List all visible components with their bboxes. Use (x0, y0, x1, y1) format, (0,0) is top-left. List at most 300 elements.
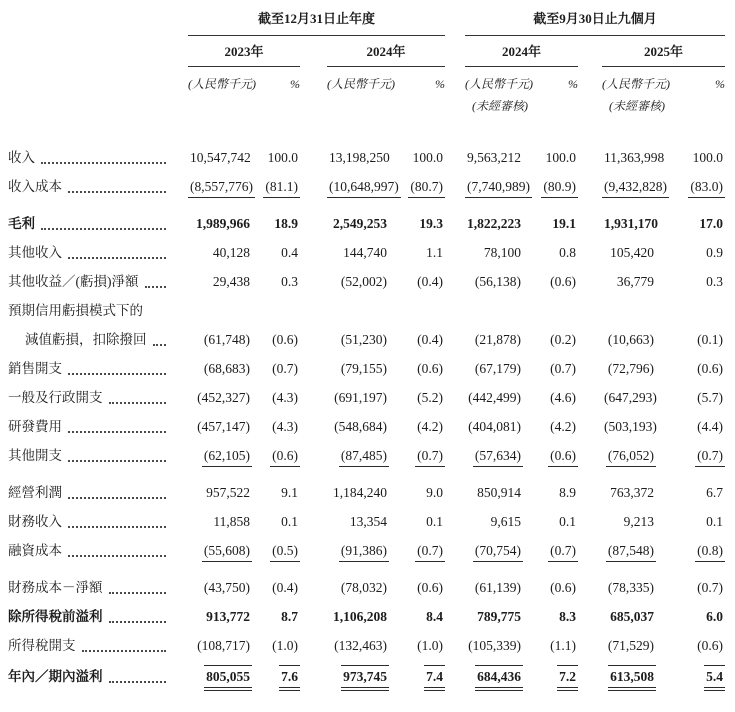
cell-value: (5.2) (417, 390, 443, 405)
row-label-cell (0, 578, 170, 598)
amount-cell-2024-9m (465, 177, 530, 198)
percent-cell-2024-9m (523, 330, 578, 350)
cell-value: (0.7) (697, 580, 723, 595)
percent-cell-2025-9m (656, 665, 725, 688)
cell-value: (72,796) (607, 361, 654, 376)
cell-value: (5.7) (697, 390, 723, 405)
currency-unit-label: (人民幣千元) (465, 77, 533, 91)
cell-value: (4.4) (697, 419, 723, 434)
cell-value: (4.2) (417, 419, 443, 434)
amount-cell-2025-9m (602, 417, 656, 437)
table-row (0, 665, 725, 688)
amount-cell-2024fy (327, 512, 389, 532)
currency-unit-label: (人民幣千元) (327, 77, 395, 91)
cell-value: 10,547,742 (190, 150, 251, 165)
percent-label: % (568, 77, 578, 91)
cell-value: 0.1 (559, 514, 576, 529)
percent-cell-2024fy (389, 578, 445, 598)
cell-value: (0.6) (417, 361, 443, 376)
percent-cell-2024fy (389, 272, 445, 292)
cell-value: 6.7 (706, 485, 723, 500)
dot-leader (41, 162, 166, 164)
row-label-cell (0, 359, 170, 379)
cell-value: (0.7) (548, 541, 578, 562)
dot-leader (109, 592, 167, 594)
cell-value: (10,648,997) (327, 177, 401, 198)
percent-cell-2023 (252, 636, 300, 656)
dot-leader (109, 681, 167, 683)
dot-leader (68, 497, 166, 499)
cell-value: 5.4 (704, 665, 725, 688)
dot-leader (109, 402, 167, 404)
cell-value: 78,100 (483, 245, 521, 260)
cell-value: 7.2 (557, 665, 578, 688)
amount-cell-2023 (188, 330, 252, 350)
table-row (0, 272, 725, 292)
cell-value: (91,386) (339, 541, 389, 562)
amount-cell-2025-9m (602, 301, 656, 321)
table-row (0, 177, 725, 198)
percent-cell-2025-9m (656, 148, 725, 168)
cell-value: (0.8) (695, 541, 725, 562)
cell-value: 9,615 (490, 514, 521, 529)
cell-value: 100.0 (692, 150, 723, 165)
row-label-cell (0, 607, 170, 627)
amount-cell-2023 (188, 483, 252, 503)
cell-value: (78,335) (607, 580, 654, 595)
amount-cell-2025-9m (602, 243, 656, 263)
percent-cell-2024fy (389, 446, 445, 467)
cell-value: 805,055 (204, 665, 252, 688)
percent-cell-2023 (252, 541, 300, 562)
percent-cell-2025-9m (656, 272, 725, 292)
percent-label: % (715, 77, 725, 91)
percent-cell-2023 (252, 512, 300, 532)
table-row (0, 148, 725, 168)
amount-cell-2023 (188, 541, 252, 562)
row-label-cell (0, 636, 170, 656)
table-row (0, 636, 725, 656)
cell-value (441, 314, 445, 315)
amount-cell-2023 (188, 388, 252, 408)
percent-cell-2024-9m (523, 446, 578, 467)
amount-cell-2025-9m (602, 446, 656, 467)
amount-cell-2024fy (327, 243, 389, 263)
cell-value: (0.6) (550, 274, 576, 289)
amount-cell-2024fy (327, 607, 389, 627)
cell-value: (0.7) (415, 541, 445, 562)
row-label: 融資成本 (8, 543, 62, 558)
cell-value: 789,775 (477, 609, 521, 624)
percent-cell-2024fy (389, 417, 445, 437)
percent-cell-2024-9m (523, 607, 578, 627)
percent-cell-2024fy (389, 148, 445, 168)
unit-cell-3 (465, 77, 578, 92)
percent-cell-2023 (252, 330, 300, 350)
cell-value: 973,745 (341, 665, 389, 688)
row-label: 其他收入 (8, 245, 62, 260)
dot-leader (68, 460, 166, 462)
amount-cell-2024-9m (465, 148, 523, 168)
percent-cell-2024fy (389, 541, 445, 562)
row-label-cell (0, 330, 170, 350)
table-row (0, 541, 725, 562)
period-group-year-ended: 截至12月31日止年度 (188, 10, 445, 36)
percent-cell-2024fy (389, 665, 445, 688)
percent-cell-2025-9m (656, 388, 725, 408)
row-label: 研發費用 (8, 419, 62, 434)
percent-cell-2024-9m (523, 214, 578, 234)
percent-cell-2023 (252, 359, 300, 379)
cell-value: (691,197) (334, 390, 387, 405)
cell-value: 17.0 (699, 216, 723, 231)
amount-cell-2023 (188, 272, 252, 292)
amount-cell-2023 (188, 665, 252, 688)
percent-cell-2024fy (389, 359, 445, 379)
percent-cell-2024-9m (523, 148, 578, 168)
amount-cell-2023 (188, 243, 252, 263)
unaudited-label-2025: (未經審核) (609, 99, 665, 113)
row-label: 毛利 (8, 216, 35, 231)
percent-cell-2024fy (389, 636, 445, 656)
amount-cell-2025-9m (602, 359, 656, 379)
cell-value: 105,420 (610, 245, 654, 260)
percent-cell-2023 (252, 417, 300, 437)
cell-value: (404,081) (468, 419, 521, 434)
cell-value: 913,772 (206, 609, 250, 624)
dot-leader (68, 526, 166, 528)
cell-value: 9,213 (623, 514, 654, 529)
amount-cell-2024-9m (465, 446, 523, 467)
row-label-cell (0, 541, 170, 561)
year-column-2023: 2023年 (188, 44, 300, 67)
cell-value: (9,432,828) (602, 177, 669, 198)
cell-value: 0.3 (281, 274, 298, 289)
cell-value: (452,327) (197, 390, 250, 405)
cell-value: 0.1 (426, 514, 443, 529)
row-label-cell (0, 243, 170, 263)
cell-value: (0.7) (550, 361, 576, 376)
cell-value: (61,748) (203, 332, 250, 347)
cell-value: (52,002) (340, 274, 387, 289)
cell-value: (548,684) (334, 419, 387, 434)
amount-cell-2025-9m (602, 177, 667, 198)
row-label-cell (0, 667, 170, 687)
dot-leader (41, 228, 166, 230)
row-label-cell (0, 177, 170, 197)
row-label-cell (0, 301, 170, 321)
percent-cell-2025-9m (656, 512, 725, 532)
amount-cell-2025-9m (602, 512, 656, 532)
cell-value: (51,230) (340, 332, 387, 347)
currency-unit-label: (人民幣千元) (188, 77, 256, 91)
table-row (0, 301, 725, 321)
percent-cell-2024-9m (523, 636, 578, 656)
amount-cell-2023 (188, 417, 252, 437)
percent-cell-2024-9m (523, 665, 578, 688)
cell-value: 19.1 (552, 216, 576, 231)
cell-value: 144,740 (343, 245, 387, 260)
percent-cell-2024-9m (523, 177, 578, 198)
row-label: 其他開支 (8, 448, 62, 463)
percent-cell-2025-9m (656, 541, 725, 562)
cell-value: (87,485) (339, 446, 389, 467)
percent-cell-2025-9m (656, 243, 725, 263)
cell-value: 685,037 (610, 609, 654, 624)
cell-value: 13,198,250 (329, 150, 390, 165)
cell-value: (71,529) (607, 638, 654, 653)
cell-value: (0.7) (272, 361, 298, 376)
percent-cell-2025-9m (656, 578, 725, 598)
cell-value: (78,032) (340, 580, 387, 595)
cell-value: 0.1 (706, 514, 723, 529)
cell-value: (61,139) (474, 580, 521, 595)
amount-cell-2025-9m (602, 483, 656, 503)
cell-value: (62,105) (202, 446, 252, 467)
row-label-cell (0, 388, 170, 408)
cell-value: (0.7) (415, 446, 445, 467)
table-row (0, 243, 725, 263)
row-label: 銷售開支 (8, 361, 62, 376)
dot-leader (82, 650, 167, 652)
cell-value: (68,683) (203, 361, 250, 376)
amount-cell-2024-9m (465, 607, 523, 627)
cell-value: 957,522 (206, 485, 250, 500)
percent-cell-2023 (252, 607, 300, 627)
cell-value: 2,549,253 (333, 216, 387, 231)
cell-value: (0.5) (270, 541, 300, 562)
amount-cell-2023 (188, 607, 252, 627)
table-row (0, 388, 725, 408)
cell-value: 100.0 (545, 150, 576, 165)
table-body (0, 148, 725, 688)
cell-value: (57,634) (473, 446, 523, 467)
cell-value: (7,740,989) (465, 177, 532, 198)
cell-value: (0.7) (695, 446, 725, 467)
percent-cell-2024-9m (523, 272, 578, 292)
percent-cell-2023 (252, 272, 300, 292)
cell-value: 18.9 (274, 216, 298, 231)
cell-value: (55,608) (202, 541, 252, 562)
cell-value: (4.3) (272, 390, 298, 405)
table-row (0, 330, 725, 350)
amount-cell-2025-9m (602, 665, 656, 688)
percent-cell-2025-9m (656, 359, 725, 379)
cell-value: (0.2) (550, 332, 576, 347)
percent-cell-2024fy (389, 243, 445, 263)
cell-value: (8,557,776) (188, 177, 255, 198)
percent-cell-2025-9m (656, 607, 725, 627)
percent-cell-2025-9m (656, 301, 725, 321)
cell-value: 8.3 (559, 609, 576, 624)
amount-cell-2023 (188, 446, 252, 467)
percent-cell-2024fy (389, 483, 445, 503)
amount-cell-2024fy (327, 177, 399, 198)
cell-value: 613,508 (608, 665, 656, 688)
cell-value: 9,563,212 (467, 150, 521, 165)
cell-value: (43,750) (203, 580, 250, 595)
amount-cell-2025-9m (602, 214, 656, 234)
amount-cell-2025-9m (602, 578, 656, 598)
year-column-2024-fy: 2024年 (327, 44, 445, 67)
amount-cell-2024fy (327, 665, 389, 688)
amount-cell-2024-9m (465, 243, 523, 263)
cell-value: (0.6) (697, 361, 723, 376)
cell-value: 0.1 (281, 514, 298, 529)
amount-cell-2025-9m (602, 272, 656, 292)
table-row (0, 512, 725, 532)
amount-cell-2024fy (327, 483, 389, 503)
cell-value: (80.9) (541, 177, 578, 198)
cell-value: 8.7 (281, 609, 298, 624)
cell-value: (67,179) (474, 361, 521, 376)
amount-cell-2024-9m (465, 388, 523, 408)
table-row (0, 417, 725, 437)
cell-value (296, 314, 300, 315)
row-label: 除所得稅前溢利 (8, 609, 103, 624)
cell-value: (0.1) (697, 332, 723, 347)
cell-value: 8.9 (559, 485, 576, 500)
amount-cell-2024-9m (465, 272, 523, 292)
row-label: 其他收益／(虧損)淨額 (8, 274, 139, 289)
percent-cell-2025-9m (656, 446, 725, 467)
amount-cell-2025-9m (602, 541, 656, 562)
amount-cell-2024fy (327, 446, 389, 467)
percent-cell-2025-9m (656, 214, 725, 234)
cell-value: (0.6) (550, 580, 576, 595)
percent-cell-2024-9m (523, 301, 578, 321)
percent-cell-2023 (252, 148, 300, 168)
amount-cell-2025-9m (602, 148, 665, 168)
row-label-cell (0, 512, 170, 532)
cell-value: 8.4 (426, 609, 443, 624)
cell-value: 1,184,240 (333, 485, 387, 500)
cell-value: 36,779 (616, 274, 654, 289)
unit-cell-1 (188, 77, 300, 92)
amount-cell-2024fy (327, 578, 389, 598)
cell-value: (0.6) (697, 638, 723, 653)
row-label: 財務收入 (8, 514, 62, 529)
cell-value: (647,293) (604, 390, 657, 405)
percent-cell-2023 (252, 243, 300, 263)
amount-cell-2024fy (327, 148, 389, 168)
amount-cell-2024fy (327, 359, 389, 379)
cell-value: (0.6) (417, 580, 443, 595)
units-header-row (0, 77, 725, 92)
cell-value: (0.4) (417, 274, 443, 289)
cell-value: (1.0) (272, 638, 298, 653)
cell-value: (83.0) (688, 177, 725, 198)
cell-value: (0.4) (272, 580, 298, 595)
year-column-2024-9m: 2024年 (465, 44, 578, 67)
cell-value (574, 314, 578, 315)
cell-value: 0.8 (559, 245, 576, 260)
table-row (0, 359, 725, 379)
percent-cell-2023 (252, 177, 300, 198)
amount-cell-2024fy (327, 330, 389, 350)
row-label: 經營利潤 (8, 485, 62, 500)
cell-value: 19.3 (419, 216, 443, 231)
row-label: 收入成本 (8, 179, 62, 194)
cell-value: 1.1 (426, 245, 443, 260)
table-row (0, 578, 725, 598)
percent-cell-2024-9m (523, 417, 578, 437)
amount-cell-2024-9m (465, 330, 523, 350)
cell-value: 1,989,966 (196, 216, 250, 231)
row-label-cell (0, 483, 170, 503)
row-label: 減值虧損，扣除撥回 (25, 332, 147, 347)
row-label: 收入 (8, 150, 35, 165)
amount-cell-2024fy (327, 301, 389, 321)
cell-value: (70,754) (473, 541, 523, 562)
cell-value: 7.4 (424, 665, 445, 688)
unit-cell-2 (327, 77, 445, 92)
cell-value: (0.6) (548, 446, 578, 467)
percent-label: % (290, 77, 300, 91)
cell-value: 0.4 (281, 245, 298, 260)
unaudited-header-row (0, 99, 725, 114)
cell-value: (21,878) (474, 332, 521, 347)
dot-leader (145, 286, 167, 288)
cell-value: (0.6) (272, 332, 298, 347)
percent-cell-2023 (252, 388, 300, 408)
cell-value: 684,436 (475, 665, 523, 688)
amount-cell-2024-9m (465, 512, 523, 532)
percent-cell-2023 (252, 446, 300, 467)
percent-cell-2024-9m (523, 578, 578, 598)
amount-cell-2024fy (327, 417, 389, 437)
cell-value: 0.3 (706, 274, 723, 289)
percent-cell-2024-9m (523, 483, 578, 503)
cell-value: 1,931,170 (604, 216, 658, 231)
amount-cell-2023 (188, 636, 252, 656)
cell-value (721, 314, 725, 315)
percent-cell-2023 (252, 665, 300, 688)
cell-value: (4.3) (272, 419, 298, 434)
cell-value: (81.1) (263, 177, 300, 198)
dot-leader (68, 555, 166, 557)
cell-value: 1,106,208 (333, 609, 387, 624)
amount-cell-2024-9m (465, 214, 523, 234)
percent-cell-2024-9m (523, 512, 578, 532)
row-label-cell (0, 214, 170, 234)
amount-cell-2024fy (327, 636, 389, 656)
cell-value: (76,052) (606, 446, 656, 467)
year-header-row (0, 44, 725, 67)
cell-value: 13,354 (349, 514, 387, 529)
row-label-cell (0, 417, 170, 437)
cell-value: (1.1) (550, 638, 576, 653)
percent-cell-2023 (252, 301, 300, 321)
percent-cell-2024fy (389, 512, 445, 532)
cell-value: 7.6 (279, 665, 300, 688)
cell-value: (132,463) (334, 638, 387, 653)
amount-cell-2025-9m (602, 388, 656, 408)
cell-value: 11,858 (213, 514, 250, 529)
unit-cell-4 (602, 77, 725, 92)
cell-value: (0.4) (417, 332, 443, 347)
dot-leader (153, 344, 167, 346)
percent-cell-2025-9m (656, 177, 725, 198)
amount-cell-2025-9m (602, 607, 656, 627)
cell-value: 763,372 (610, 485, 654, 500)
percent-cell-2025-9m (656, 417, 725, 437)
year-column-2025-9m: 2025年 (602, 44, 725, 67)
amount-cell-2024fy (327, 541, 389, 562)
row-label: 一般及行政開支 (8, 390, 103, 405)
cell-value: 11,363,998 (604, 150, 665, 165)
amount-cell-2024-9m (465, 665, 523, 688)
